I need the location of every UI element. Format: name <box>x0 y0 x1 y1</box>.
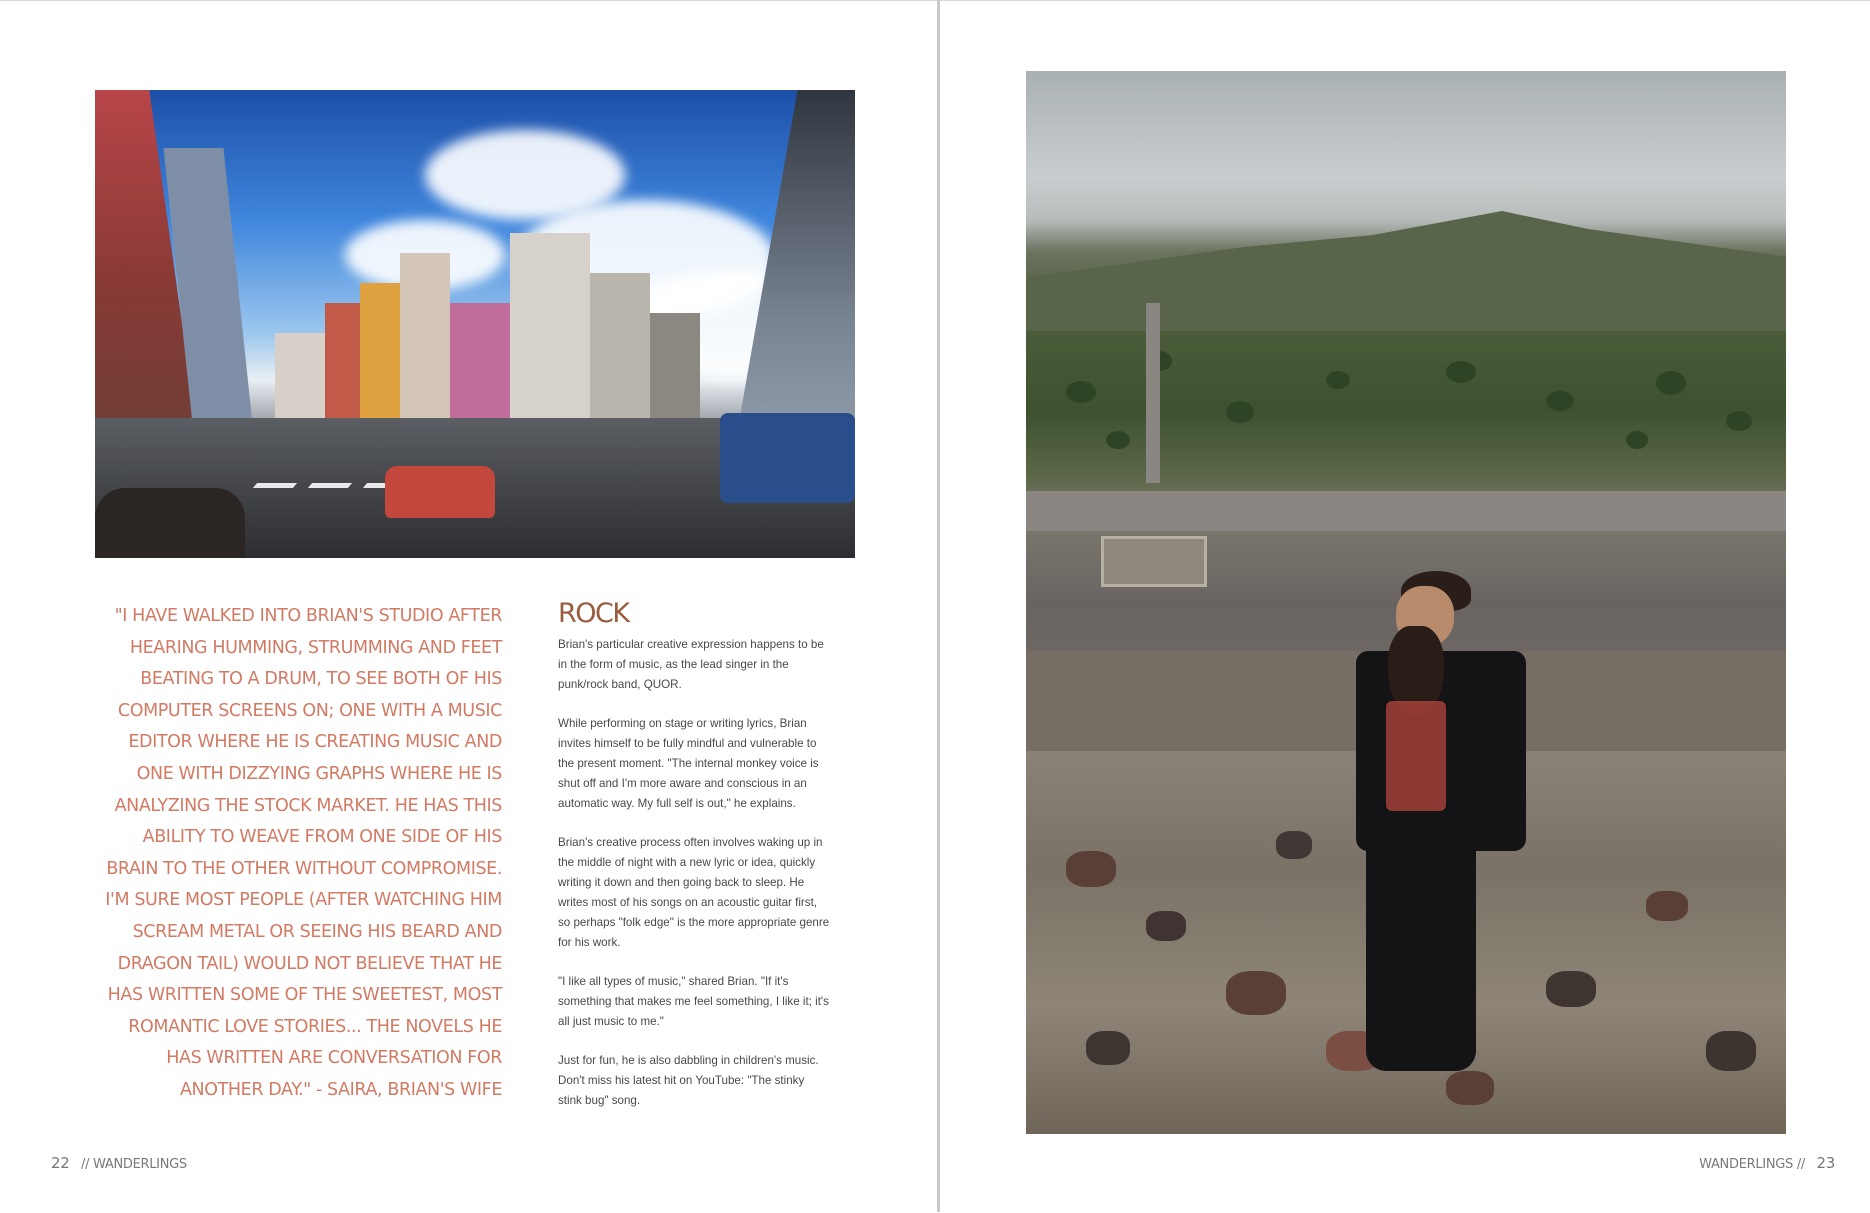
section-heading: ROCK <box>558 598 629 629</box>
article-paragraph: "I like all types of music," shared Brian. "If it's something that makes me feel something, I like it; it's all just music to me." <box>558 975 829 1028</box>
article-column <box>558 599 830 1130</box>
page-number: 22 <box>51 1154 70 1172</box>
pyramid-portrait-photo <box>1026 71 1786 1134</box>
magazine-name: WANDERLINGS <box>93 1157 187 1172</box>
folio-separator: // <box>81 1157 90 1172</box>
pull-quote: "I HAVE WALKED INTO BRIAN'S STUDIO AFTER HEARING HUMMING, STRUMMING AND FEET BEATING TO A DRUM, TO SEE BOTH OF HIS COMPUTER SCREENS ON; ONE WITH A MUSIC EDITOR WHERE HE IS CREATING MUSIC AND ONE WITH DIZZYING GRAPHS WHERE HE IS ANALYZING THE STOCK MARKET. HE HAS THIS ABILITY TO WEAVE FROM ONE SIDE OF HIS BRAIN TO THE OTHER WITHOUT COMPROMISE. I'M SURE MOST PEOPLE (AFTER WATCHING HIM SCREAM METAL OR SEEING HIS BEARD AND DRAGON TAIL) WOULD NOT BELIEVE THAT HE HAS WRITTEN SOME OF THE SWEETEST, MOST ROMANTIC LOVE STORIES... THE NOVELS HE HAS WRITTEN ARE CONVERSATION FOR ANOTHER DAY." - SAIRA, BRIAN'S WIFE <box>105 606 502 1100</box>
folio-right <box>1699 1154 1835 1172</box>
article-paragraph: Just for fun, he is also dabbling in children's music. Don't miss his latest hit on YouTube: "The stinky stink bug" song. <box>558 1054 819 1107</box>
article-paragraph: Brian's creative process often involves waking up in the middle of night with a new lyric or idea, quickly writing it down and then going back to sleep. He writes most of his songs on an acoustic guitar first, so perhaps "folk edge" is the more appropriate genre for his work. <box>558 836 830 949</box>
folio-separator: // <box>1796 1157 1805 1172</box>
page-number: 23 <box>1816 1154 1835 1172</box>
article-paragraph: While performing on stage or writing lyrics, Brian invites himself to be fully mindful and vulnerable to the present moment. "The internal monkey voice is shut off and I'm more aware and conscious in an automatic way. My full self is out," he explains. <box>558 717 819 810</box>
right-page <box>940 0 1870 1213</box>
article-paragraph: Brian's particular creative expression happens to be in the form of music, as the lead singer in the punk/rock band, QUOR. <box>558 638 824 691</box>
city-street-photo <box>95 90 855 558</box>
folio-left <box>51 1154 187 1172</box>
magazine-name: WANDERLINGS <box>1699 1157 1793 1172</box>
